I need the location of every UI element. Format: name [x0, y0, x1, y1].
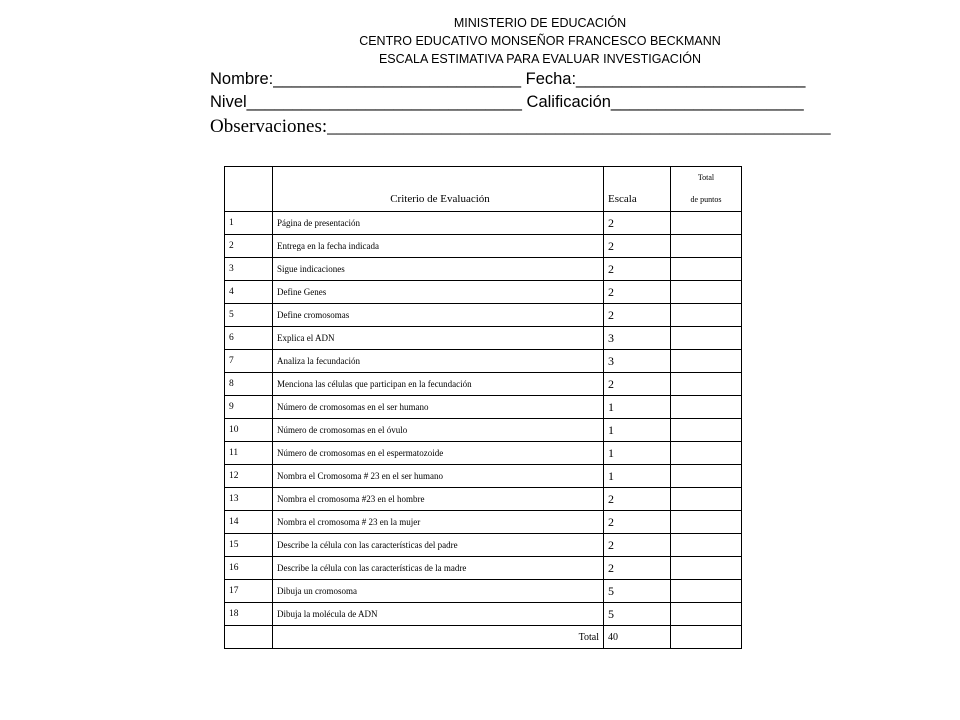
row-total-puntos[interactable] — [671, 465, 742, 488]
row-number: 10 — [225, 419, 273, 442]
total-row — [225, 626, 742, 649]
row-escala: 2 — [604, 258, 671, 281]
row-criterio: Dibuja un cromosoma — [273, 580, 604, 603]
row-criterio: Describe la célula con las características de la madre — [273, 557, 604, 580]
nombre-fecha-line: Nombre:___________________________ Fecha:_________________________ — [210, 70, 806, 88]
row-escala: 2 — [604, 511, 671, 534]
total-label: Total — [273, 626, 604, 649]
row-number: 15 — [225, 534, 273, 557]
row-number: 16 — [225, 557, 273, 580]
row-criterio: Número de cromosomas en el ser humano — [273, 396, 604, 419]
row-number: 13 — [225, 488, 273, 511]
document-title: ESCALA ESTIMATIVA PARA EVALUAR INVESTIGACIÓN — [378, 52, 702, 66]
table-row — [225, 534, 742, 557]
evaluation-table-body — [225, 167, 742, 649]
total-value: 40 — [604, 626, 671, 649]
table-row — [225, 419, 742, 442]
table-row — [225, 258, 742, 281]
row-number: 5 — [225, 304, 273, 327]
row-criterio: Analiza la fecundación — [273, 350, 604, 373]
row-number: 1 — [225, 212, 273, 235]
row-number: 12 — [225, 465, 273, 488]
table-row — [225, 304, 742, 327]
row-total-puntos[interactable] — [671, 212, 742, 235]
evaluation-table — [224, 166, 742, 649]
row-number: 17 — [225, 580, 273, 603]
row-escala: 2 — [604, 235, 671, 258]
row-number: 11 — [225, 442, 273, 465]
row-number: 7 — [225, 350, 273, 373]
row-criterio: Menciona las células que participan en la fecundación — [273, 373, 604, 396]
table-row — [225, 327, 742, 350]
row-number: 9 — [225, 396, 273, 419]
row-criterio: Explica el ADN — [273, 327, 604, 350]
row-escala: 5 — [604, 580, 671, 603]
total-empty-cell — [225, 626, 273, 649]
row-total-puntos[interactable] — [671, 396, 742, 419]
table-row — [225, 557, 742, 580]
row-escala: 2 — [604, 373, 671, 396]
row-criterio: Nombra el cromosoma # 23 en la mujer — [273, 511, 604, 534]
row-total-puntos[interactable] — [671, 442, 742, 465]
row-total-puntos[interactable] — [671, 511, 742, 534]
row-total-puntos[interactable] — [671, 488, 742, 511]
row-escala: 1 — [604, 465, 671, 488]
table-row — [225, 603, 742, 626]
table-row — [225, 373, 742, 396]
row-criterio: Página de presentación — [273, 212, 604, 235]
row-criterio: Nombra el cromosoma #23 en el hombre — [273, 488, 604, 511]
table-row — [225, 281, 742, 304]
row-criterio: Número de cromosomas en el espermatozoide — [273, 442, 604, 465]
observaciones-line: Observaciones:_____________________________________________________ — [210, 116, 831, 137]
table-row — [225, 212, 742, 235]
row-criterio: Número de cromosomas en el óvulo — [273, 419, 604, 442]
row-criterio: Define Genes — [273, 281, 604, 304]
row-total-puntos[interactable] — [671, 534, 742, 557]
row-total-puntos[interactable] — [671, 373, 742, 396]
header-total-puntos — [671, 167, 742, 212]
table-row — [225, 442, 742, 465]
header-criterio: Criterio de Evaluación — [273, 167, 604, 212]
header-number-cell — [225, 167, 273, 212]
ministry-heading: MINISTERIO DE EDUCACIÓN — [453, 16, 627, 30]
row-number: 3 — [225, 258, 273, 281]
row-escala: 1 — [604, 419, 671, 442]
row-total-puntos[interactable] — [671, 580, 742, 603]
row-escala: 2 — [604, 281, 671, 304]
row-escala: 2 — [604, 304, 671, 327]
row-total-puntos[interactable] — [671, 350, 742, 373]
table-header-row — [225, 167, 742, 212]
header-escala: Escala — [604, 167, 671, 212]
row-escala: 2 — [604, 488, 671, 511]
table-row — [225, 350, 742, 373]
row-number: 2 — [225, 235, 273, 258]
row-total-puntos[interactable] — [671, 281, 742, 304]
table-row — [225, 511, 742, 534]
row-criterio: Entrega en la fecha indicada — [273, 235, 604, 258]
row-criterio: Describe la célula con las características del padre — [273, 534, 604, 557]
header-total-line2: de puntos — [690, 195, 722, 204]
table-row — [225, 488, 742, 511]
row-total-puntos[interactable] — [671, 235, 742, 258]
row-number: 4 — [225, 281, 273, 304]
row-total-puntos[interactable] — [671, 419, 742, 442]
row-number: 14 — [225, 511, 273, 534]
row-escala: 5 — [604, 603, 671, 626]
row-criterio: Define cromosomas — [273, 304, 604, 327]
row-total-puntos[interactable] — [671, 603, 742, 626]
row-total-puntos[interactable] — [671, 304, 742, 327]
row-total-puntos[interactable] — [671, 557, 742, 580]
total-points-cell[interactable] — [671, 626, 742, 649]
nivel-calificacion-line: Nivel______________________________ Calificación_____________________ — [210, 93, 804, 111]
row-total-puntos[interactable] — [671, 258, 742, 281]
row-criterio: Dibuja la molécula de ADN — [273, 603, 604, 626]
row-number: 6 — [225, 327, 273, 350]
table-row — [225, 580, 742, 603]
row-total-puntos[interactable] — [671, 327, 742, 350]
row-escala: 2 — [604, 212, 671, 235]
table-row — [225, 235, 742, 258]
header-total-line1: Total — [697, 173, 715, 182]
row-number: 8 — [225, 373, 273, 396]
row-escala: 3 — [604, 327, 671, 350]
row-escala: 1 — [604, 442, 671, 465]
row-escala: 3 — [604, 350, 671, 373]
row-criterio: Nombra el Cromosoma # 23 en el ser humano — [273, 465, 604, 488]
row-escala: 1 — [604, 396, 671, 419]
row-criterio: Sigue indicaciones — [273, 258, 604, 281]
table-row — [225, 465, 742, 488]
row-number: 18 — [225, 603, 273, 626]
school-heading: CENTRO EDUCATIVO MONSEÑOR FRANCESCO BECKMANN — [359, 34, 721, 48]
table-row — [225, 396, 742, 419]
row-escala: 2 — [604, 534, 671, 557]
row-escala: 2 — [604, 557, 671, 580]
